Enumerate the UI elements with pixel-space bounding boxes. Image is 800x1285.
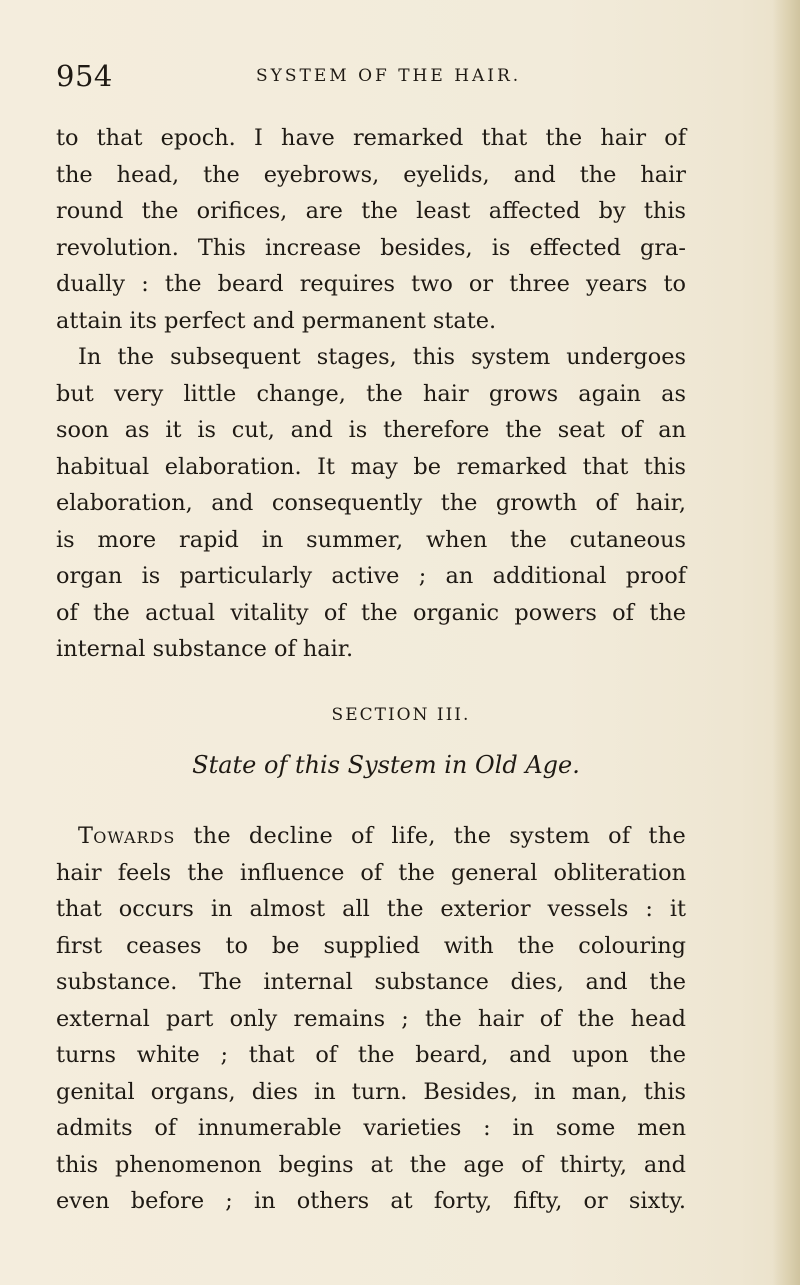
text-line: organ is particularly active ; an additional proof <box>56 563 686 589</box>
text-line: the head, the eyebrows, eyelids, and the hair <box>56 161 686 188</box>
section-heading: SECTION III. <box>331 705 471 725</box>
text-line: hair feels the influence of the general obliteration <box>56 859 686 886</box>
text-line: In the subsequent stages, this system undergoes <box>78 344 686 370</box>
text-line: substance. The internal substance dies, and the <box>56 969 686 995</box>
text-line: of the actual vitality of the organic powers of the <box>56 599 686 626</box>
paragraph-2 <box>56 818 686 1220</box>
page-number: 954 <box>56 59 113 93</box>
lead-smallcaps: OWARDS <box>93 828 176 847</box>
text-line: genital organs, dies in turn. Besides, in man, this <box>56 1078 686 1105</box>
text-line: round the orifices, are the least affected by this <box>56 198 686 224</box>
first-line-rest: the decline of life, the system of the <box>175 823 686 849</box>
text-line: is more rapid in summer, when the cutaneous <box>56 526 686 553</box>
text-line: to that epoch. I have remarked that the hair of <box>56 125 686 151</box>
text-line: but very little change, the hair grows again as <box>56 380 686 407</box>
text-line: habitual elaboration. It may be remarked that this <box>56 453 686 480</box>
text-line: elaboration, and consequently the growth of hair, <box>56 490 686 516</box>
text-line: even before ; in others at forty, fifty, or sixty. <box>56 1188 686 1214</box>
text-line: internal substance of hair. <box>56 636 354 662</box>
running-head <box>56 58 676 98</box>
text-line: admits of innumerable varieties : in some men <box>56 1115 686 1141</box>
text-line: that occurs in almost all the exterior vessels : it <box>56 896 686 922</box>
text-line: attain its perfect and permanent state. <box>56 307 497 334</box>
lead-initial: T <box>78 823 94 849</box>
text-line: external part only remains ; the hair of the head <box>56 1005 686 1032</box>
section-header <box>56 700 686 782</box>
text-line: dually : the beard requires two or three years to <box>56 271 686 297</box>
text-line: this phenomenon begins at the age of thirty, and <box>56 1151 686 1178</box>
text-line: soon as it is cut, and is therefore the seat of an <box>56 417 686 443</box>
text-line: revolution. This increase besides, is effected gra- <box>56 234 686 261</box>
running-title: SYSTEM OF THE HAIR. <box>256 66 522 86</box>
text-line-first <box>56 818 686 855</box>
text-line: turns white ; that of the beard, and upon the <box>56 1042 686 1068</box>
text-line: first ceases to be supplied with the colouring <box>56 932 686 959</box>
section-subtitle: State of this System in Old Age. <box>192 751 580 779</box>
page-edge-shadow <box>772 0 800 1285</box>
paragraph-1 <box>56 120 686 668</box>
